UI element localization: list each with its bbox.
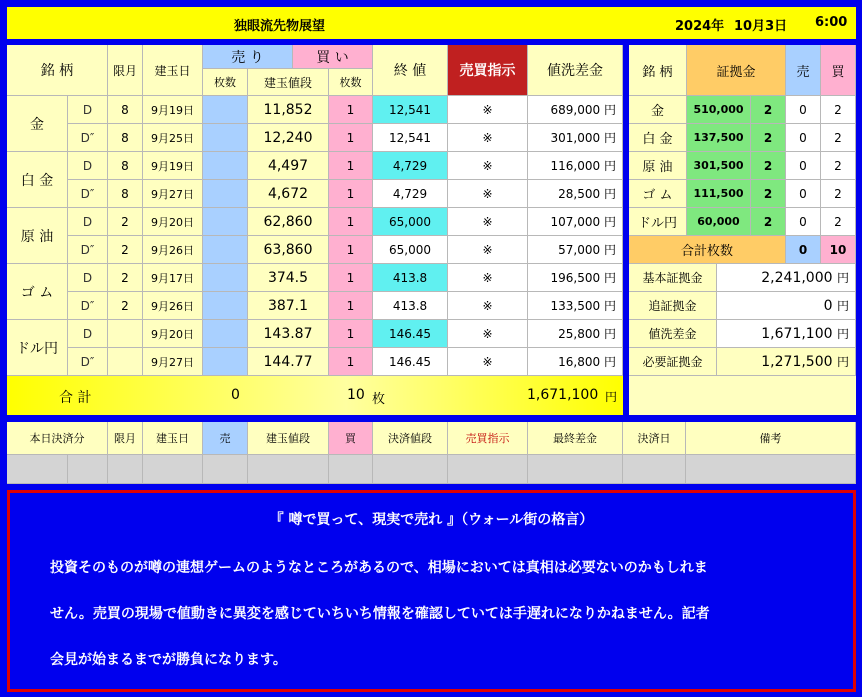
col-nearai-sakin: 値洗差金 — [528, 45, 623, 96]
page-title: 独眼流先物展望 — [234, 19, 326, 34]
row-buy-qty[interactable]: 1 — [329, 124, 373, 152]
row-buy-qty[interactable]: 1 — [329, 180, 373, 208]
row-buy-qty[interactable]: 1 — [329, 96, 373, 124]
margin-row-name: 原 油 — [629, 152, 687, 180]
row-instruction: ※ — [448, 292, 528, 320]
row-diff: 107,000 円 — [528, 208, 623, 236]
margin-col-kai: 買 — [821, 45, 856, 96]
row-price: 387.1 — [248, 292, 329, 320]
commodity-name: ゴ ム — [7, 264, 68, 320]
row-instruction: ※ — [448, 152, 528, 180]
row-instruction: ※ — [448, 208, 528, 236]
margin-total-buy: 10 — [821, 236, 856, 264]
row-sell-qty[interactable] — [203, 292, 248, 320]
margin-col-shokokin: 証拠金 — [687, 45, 786, 96]
margin-row-buy: 2 — [821, 96, 856, 124]
row-diff: 301,000 円 — [528, 124, 623, 152]
settled-cell — [329, 455, 373, 484]
row-month: 2 — [108, 292, 143, 320]
margin-row-buy: 2 — [821, 208, 856, 236]
row-price: 62,860 — [248, 208, 329, 236]
settled-col-date: 建玉日 — [143, 422, 203, 455]
row-date: 9月25日 — [143, 124, 203, 152]
settled-cell — [623, 455, 686, 484]
margin-row-name: ドル円 — [629, 208, 687, 236]
header-bar — [7, 7, 856, 39]
row-diff: 25,800 円 — [528, 320, 623, 348]
margin-row-buy: 2 — [821, 152, 856, 180]
margin-row-amount: 137,500 — [687, 124, 751, 152]
summary-label: 追証拠金 — [629, 292, 717, 320]
row-close: 413.8 — [373, 292, 448, 320]
row-price: 4,497 — [248, 152, 329, 180]
settled-cell — [373, 455, 448, 484]
row-date: 9月27日 — [143, 180, 203, 208]
row-price: 11,852 — [248, 96, 329, 124]
col-uri-maisu: 枚数 — [203, 69, 248, 96]
row-buy-qty[interactable]: 1 — [329, 320, 373, 348]
message-box — [7, 490, 856, 692]
col-meigara: 銘 柄 — [7, 45, 108, 96]
row-sell-qty[interactable] — [203, 320, 248, 348]
settled-cell — [448, 455, 528, 484]
row-d: D″ — [68, 348, 108, 376]
row-close: 65,000 — [373, 208, 448, 236]
margin-total-label: 合計枚数 — [629, 236, 786, 264]
total-buy: 10 — [347, 387, 365, 403]
row-close: 146.45 — [373, 320, 448, 348]
margin-row-amount: 301,500 — [687, 152, 751, 180]
row-date: 9月26日 — [143, 236, 203, 264]
margin-col-uri: 売 — [786, 45, 821, 96]
row-instruction: ※ — [448, 180, 528, 208]
margin-row-count: 2 — [751, 180, 786, 208]
commodity-name: 原 油 — [7, 208, 68, 264]
row-month: 8 — [108, 96, 143, 124]
settled-cell — [203, 455, 248, 484]
row-month: 2 — [108, 208, 143, 236]
settled-col-kai: 買 — [329, 422, 373, 455]
margin-row-buy: 2 — [821, 124, 856, 152]
margin-row-sell: 0 — [786, 96, 821, 124]
row-sell-qty[interactable] — [203, 96, 248, 124]
settled-cell — [68, 455, 108, 484]
settled-cell — [686, 455, 856, 484]
row-month: 2 — [108, 264, 143, 292]
row-instruction: ※ — [448, 124, 528, 152]
row-instruction: ※ — [448, 264, 528, 292]
settled-table — [7, 422, 856, 484]
row-price: 374.5 — [248, 264, 329, 292]
row-date: 9月19日 — [143, 152, 203, 180]
row-buy-qty[interactable]: 1 — [329, 292, 373, 320]
col-tategyokubi: 建玉日 — [143, 45, 203, 96]
settled-col-settle-date: 決済日 — [623, 422, 686, 455]
row-close: 413.8 — [373, 264, 448, 292]
commodity-name: ドル円 — [7, 320, 68, 376]
row-d: D″ — [68, 124, 108, 152]
message-line: 投資そのものが噂の連想ゲームのようなところがあるので、相場においては真相は必要ないのかもしれま — [50, 560, 708, 576]
row-month: 8 — [108, 152, 143, 180]
row-sell-qty[interactable] — [203, 348, 248, 376]
settled-cell — [108, 455, 143, 484]
row-d: D — [68, 152, 108, 180]
positions-table — [7, 45, 623, 415]
row-close: 12,541 — [373, 96, 448, 124]
row-date: 9月26日 — [143, 292, 203, 320]
message-line: 会見が始まるまでが勝負になります。 — [50, 652, 287, 668]
message-line: せん。売買の現場で値動きに異変を感じていちいち情報を確認していては手遅れになりかねません。記者 — [50, 606, 710, 622]
row-month — [108, 348, 143, 376]
col-tategyoku-nedan: 建玉値段 — [248, 69, 329, 96]
row-d: D — [68, 320, 108, 348]
row-close: 12,541 — [373, 124, 448, 152]
header-time: 6:00 — [815, 15, 848, 30]
settled-cell — [143, 455, 203, 484]
total-sell: 0 — [231, 387, 240, 403]
row-d: D″ — [68, 236, 108, 264]
margin-col-meigara: 銘 柄 — [629, 45, 687, 96]
commodity-name: 白 金 — [7, 152, 68, 208]
row-d: D″ — [68, 292, 108, 320]
col-kai: 買 い — [293, 45, 373, 69]
total-diff: 1,671,100 — [527, 387, 599, 403]
settled-col-gengetsu: 限月 — [108, 422, 143, 455]
summary-label: 必要証拠金 — [629, 348, 717, 376]
total-row — [7, 376, 623, 415]
total-unit: 枚 — [372, 392, 386, 407]
settled-col-settle-price: 決済値段 — [373, 422, 448, 455]
margin-row-sell: 0 — [786, 124, 821, 152]
settled-col-instruction: 売買指示 — [448, 422, 528, 455]
row-sell-qty[interactable] — [203, 152, 248, 180]
row-sell-qty[interactable] — [203, 236, 248, 264]
row-buy-qty[interactable]: 1 — [329, 264, 373, 292]
row-month: 8 — [108, 180, 143, 208]
col-kai-maisu: 枚数 — [329, 69, 373, 96]
summary-value: 1,271,500 円 — [717, 348, 856, 376]
row-price: 4,672 — [248, 180, 329, 208]
summary-label: 値洗差金 — [629, 320, 717, 348]
message-title: 『 噂で買って、現実で売れ 』（ウォール街の格言） — [269, 512, 594, 528]
settled-col-remarks: 備考 — [686, 422, 856, 455]
row-date: 9月20日 — [143, 208, 203, 236]
settled-col-price: 建玉値段 — [248, 422, 329, 455]
row-date: 9月20日 — [143, 320, 203, 348]
row-instruction: ※ — [448, 236, 528, 264]
row-diff: 116,000 円 — [528, 152, 623, 180]
margin-row-sell: 0 — [786, 208, 821, 236]
row-diff: 689,000 円 — [528, 96, 623, 124]
margin-blank — [629, 376, 856, 415]
row-sell-qty[interactable] — [203, 124, 248, 152]
row-diff: 16,800 円 — [528, 348, 623, 376]
row-instruction: ※ — [448, 96, 528, 124]
row-d: D — [68, 208, 108, 236]
settled-col-final-diff: 最終差金 — [528, 422, 623, 455]
row-d: D″ — [68, 180, 108, 208]
margin-row-name: ゴ ム — [629, 180, 687, 208]
row-instruction: ※ — [448, 348, 528, 376]
row-sell-qty[interactable] — [203, 208, 248, 236]
row-price: 144.77 — [248, 348, 329, 376]
row-date: 9月27日 — [143, 348, 203, 376]
summary-value: 1,671,100 円 — [717, 320, 856, 348]
margin-panel — [629, 45, 856, 415]
row-close: 4,729 — [373, 152, 448, 180]
row-price: 143.87 — [248, 320, 329, 348]
col-baibai-shiji: 売買指示 — [448, 45, 528, 96]
row-price: 63,860 — [248, 236, 329, 264]
row-d: D — [68, 264, 108, 292]
row-month — [108, 320, 143, 348]
margin-row-amount: 111,500 — [687, 180, 751, 208]
col-gengetsu: 限月 — [108, 45, 143, 96]
margin-row-count: 2 — [751, 96, 786, 124]
settled-cell — [528, 455, 623, 484]
margin-total-sell: 0 — [786, 236, 821, 264]
header-date: 10月3日 — [734, 19, 788, 34]
row-price: 12,240 — [248, 124, 329, 152]
col-owarine: 終 値 — [373, 45, 448, 96]
row-instruction: ※ — [448, 320, 528, 348]
summary-value: 2,241,000 円 — [717, 264, 856, 292]
settled-col-uri: 売 — [203, 422, 248, 455]
margin-row-sell: 0 — [786, 152, 821, 180]
settled-col-today: 本日決済分 — [7, 422, 108, 455]
row-d: D — [68, 96, 108, 124]
commodity-name: 金 — [7, 96, 68, 152]
row-close: 146.45 — [373, 348, 448, 376]
row-date: 9月19日 — [143, 96, 203, 124]
margin-row-name: 金 — [629, 96, 687, 124]
total-label: 合 計 — [59, 390, 92, 406]
margin-row-buy: 2 — [821, 180, 856, 208]
settled-cell — [7, 455, 68, 484]
margin-row-count: 2 — [751, 208, 786, 236]
settled-cell — [248, 455, 329, 484]
summary-value: 0 円 — [717, 292, 856, 320]
margin-row-amount: 60,000 — [687, 208, 751, 236]
margin-row-sell: 0 — [786, 180, 821, 208]
row-buy-qty[interactable]: 1 — [329, 348, 373, 376]
summary-label: 基本証拠金 — [629, 264, 717, 292]
row-diff: 133,500 円 — [528, 292, 623, 320]
row-close: 65,000 — [373, 236, 448, 264]
total-yen: 円 — [605, 390, 618, 404]
col-uri: 売 り — [203, 45, 293, 69]
margin-row-amount: 510,000 — [687, 96, 751, 124]
row-sell-qty[interactable] — [203, 264, 248, 292]
header-year: 2024年 — [675, 19, 725, 34]
row-month: 2 — [108, 236, 143, 264]
row-diff: 196,500 円 — [528, 264, 623, 292]
row-sell-qty[interactable] — [203, 180, 248, 208]
row-date: 9月17日 — [143, 264, 203, 292]
margin-row-name: 白 金 — [629, 124, 687, 152]
row-diff: 28,500 円 — [528, 180, 623, 208]
row-buy-qty[interactable]: 1 — [329, 236, 373, 264]
row-diff: 57,000 円 — [528, 236, 623, 264]
row-buy-qty[interactable]: 1 — [329, 208, 373, 236]
margin-row-count: 2 — [751, 152, 786, 180]
margin-row-count: 2 — [751, 124, 786, 152]
row-buy-qty[interactable]: 1 — [329, 152, 373, 180]
row-close: 4,729 — [373, 180, 448, 208]
row-month: 8 — [108, 124, 143, 152]
